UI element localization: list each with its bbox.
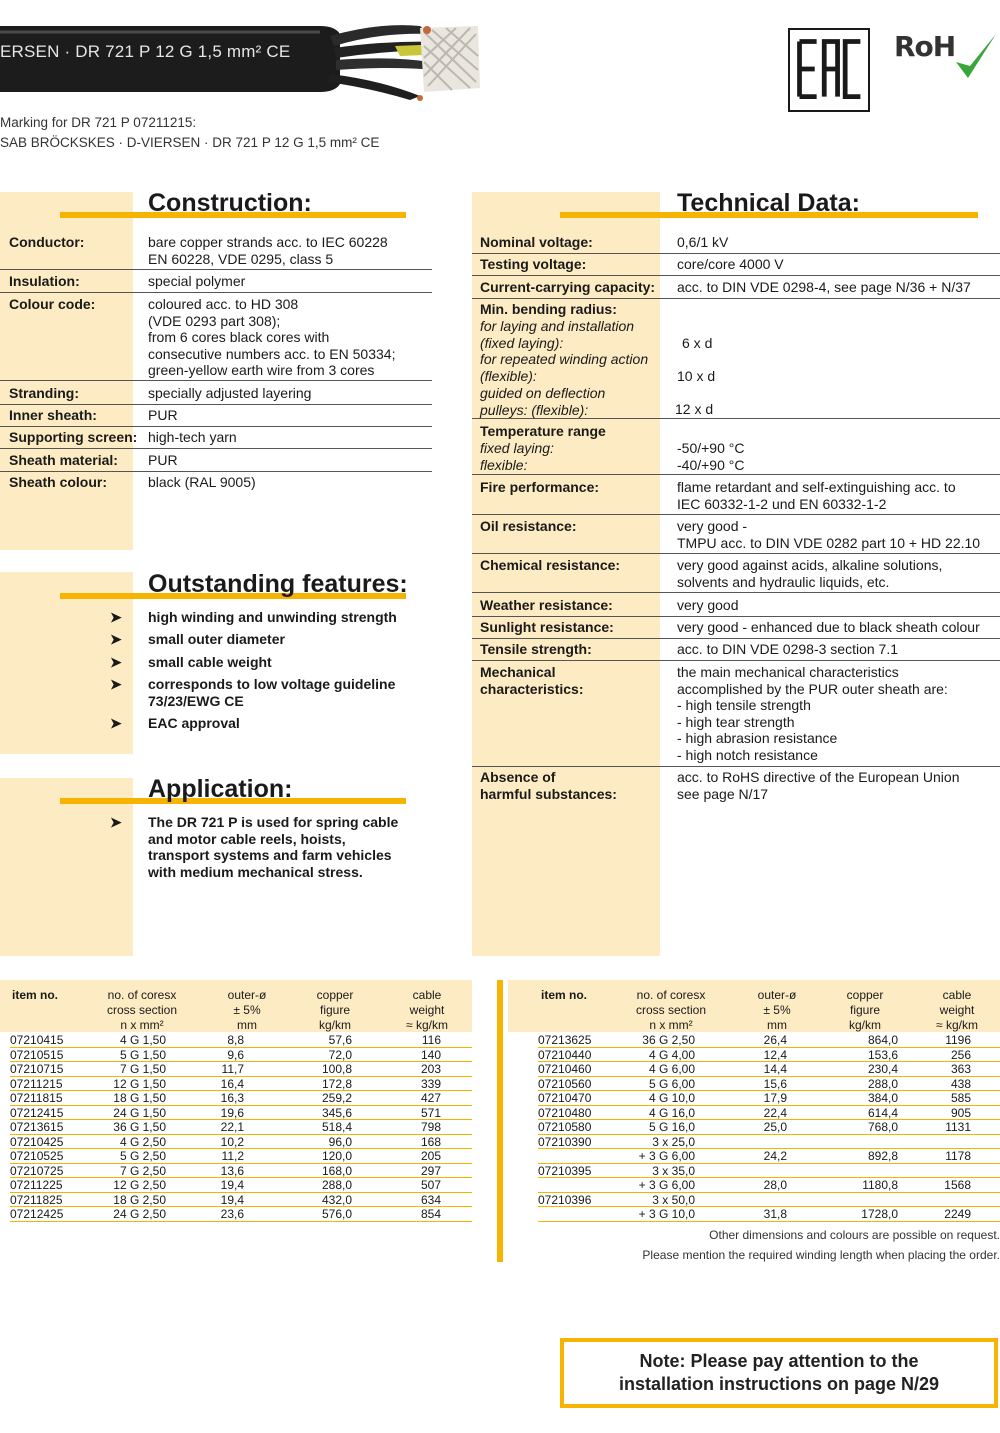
cell-cores: 12 G 2,50 [113,1178,166,1192]
technical-label: Current-carrying capacity: [480,279,656,295]
bending-val-fixed: 6 x d [682,335,713,351]
cell-weight: 427 [420,1091,441,1105]
col-copper: copper figure kg/km [846,988,884,1032]
cell-outer: 15,6 [763,1076,787,1091]
cell-outer: 25,0 [763,1120,787,1134]
feature-text: small cable weight [148,654,272,670]
table-divider [497,980,503,1262]
construction-label: Sheath material: [9,452,118,468]
cell-weight: 634 [420,1192,441,1207]
cell-weight: 1131 [945,1120,971,1134]
cell-outer: 10,2 [220,1134,244,1149]
technical-label: Temperature range [480,423,606,439]
technical-value: core/core 4000 V [677,256,784,272]
construction-value: high-tech yarn [148,429,237,445]
cell-weight: 905 [950,1105,971,1120]
cell-outer: 8,8 [227,1033,244,1047]
cell-outer: 31,8 [763,1207,787,1221]
cell-item-no: 07210515 [10,1047,64,1062]
cell-cores: 5 G 2,50 [119,1149,166,1163]
technical-label: Sunlight resistance: [480,619,614,635]
feature-text: high winding and unwinding strength [148,609,397,625]
arrow-bullet-icon: ➤ [110,814,122,830]
technical-row [472,256,1000,276]
cell-item-no: 07211825 [10,1192,63,1207]
table-row [538,1120,1000,1135]
bending-sub-fixed: for laying and installation (fixed laying): [480,318,635,351]
cell-copper: 1180,8 [862,1178,898,1192]
cell-copper: 153,6 [867,1047,898,1062]
cell-cores: + 3 G 6,00 [638,1178,695,1192]
cell-item-no: 07210525 [10,1149,64,1163]
cell-outer: 26,4 [763,1033,787,1047]
technical-row [472,518,1000,554]
application-item [110,814,398,880]
table-row [10,1120,472,1135]
table-row [10,1178,472,1193]
feature-item [110,654,272,671]
cell-cores: 5 G 6,00 [648,1076,695,1091]
cell-weight: 798 [420,1120,441,1134]
cell-cores: 4 G 6,00 [648,1062,695,1076]
cell-outer: 14,4 [763,1062,787,1076]
cell-weight: 297 [420,1163,441,1178]
cell-item-no: 07211215 [10,1076,63,1091]
cell-weight: 854 [420,1207,441,1221]
technical-row [472,769,1000,805]
cell-cores: 7 G 1,50 [119,1062,166,1076]
cell-weight: 116 [421,1033,441,1047]
cell-item-no: 07211225 [10,1178,63,1192]
table-row [538,1106,1000,1121]
table-row [10,1033,472,1048]
col-outer: outer-ø ± 5% mm [757,988,797,1032]
technical-value: very good [677,597,739,613]
technical-label: Oil resistance: [480,518,577,534]
arrow-bullet-icon: ➤ [110,609,122,625]
cell-outer: 16,4 [220,1076,244,1091]
cell-copper: 1728,0 [861,1207,898,1221]
technical-title: Technical Data: [677,189,860,217]
rohs-logo [890,28,1000,86]
technical-label: Weather resistance: [480,597,613,613]
technical-row [472,479,1000,515]
cell-copper: 259,2 [321,1091,352,1105]
construction-label: Stranding: [9,385,79,401]
cell-item-no: 07210395 [538,1163,592,1178]
col-cores: no. of coresx cross section n x mm² [106,988,178,1032]
cell-copper: 614,4 [867,1105,898,1120]
technical-label: Mechanical characteristics: [480,664,584,697]
cell-cores: 4 G 1,50 [119,1033,166,1047]
cell-cores: 3 x 25,0 [652,1134,695,1149]
cell-item-no: 07213615 [10,1120,64,1134]
cell-item-no: 07213625 [538,1033,592,1047]
cell-cores: 4 G 10,0 [648,1091,695,1105]
eac-mark-icon [790,30,868,110]
bending-val-pulleys: 12 x d [675,401,714,417]
col-item-no: item no. [12,988,59,1002]
technical-row [472,641,1000,661]
cell-copper: 892,8 [867,1149,898,1163]
technical-value: very good - TMPU acc. to DIN VDE 0282 part 10 + HD 22.10 [677,518,981,551]
cell-item-no: 07212415 [10,1105,64,1120]
cell-copper: 864,0 [867,1033,898,1047]
construction-value: PUR [148,407,178,423]
technical-row [472,557,1000,593]
cell-cores: 5 G 1,50 [119,1047,166,1062]
technical-row [472,234,1000,254]
cell-weight: 1196 [945,1033,971,1047]
bending-val-flexible: 10 x d [677,368,716,384]
temperature-sub: fixed laying: flexible: [480,440,554,473]
cell-copper: 576,0 [321,1207,352,1221]
technical-label: Nominal voltage: [480,234,593,250]
table-row [538,1164,1000,1179]
cell-cores: 12 G 1,50 [113,1076,166,1091]
cell-cores: 5 G 16,0 [648,1120,695,1134]
technical-row-bending [472,301,1000,419]
construction-value: coloured acc. to HD 308 (VDE 0293 part 308); from 6 cores black cores with consecutive numbers acc. to EN 50334; green-yellow earth wire from 3 cores [148,296,396,379]
arrow-bullet-icon: ➤ [110,676,122,692]
cell-outer: 23,6 [220,1207,244,1221]
feature-text: small outer diameter [148,631,285,647]
cell-copper: 345,6 [321,1105,352,1120]
feature-item [110,715,240,732]
table-row [538,1149,1000,1164]
technical-label: Testing voltage: [480,256,587,272]
technical-label: Min. bending radius: [480,301,617,317]
cell-cores: 7 G 2,50 [119,1163,166,1178]
cell-weight: 571 [420,1105,441,1120]
footnote-dimensions: Other dimensions and colours are possible on request. [709,1228,1000,1242]
cell-cores: 36 G 2,50 [642,1033,695,1047]
cell-copper: 100,8 [321,1062,352,1076]
cell-outer: 19,4 [220,1178,244,1192]
cell-cores: 36 G 1,50 [113,1120,166,1134]
cell-cores: + 3 G 10,0 [638,1207,695,1221]
col-item-no: item no. [541,988,588,1002]
construction-row [0,296,432,381]
cell-copper: 72,0 [328,1047,352,1062]
construction-row [0,273,432,293]
construction-label: Colour code: [9,296,96,312]
cell-copper: 168,0 [321,1163,352,1178]
cell-weight: 168 [420,1134,441,1149]
col-weight: cable weight ≈ kg/km [406,988,448,1032]
cell-cores: + 3 G 6,00 [638,1149,695,1163]
construction-label: Insulation: [9,273,80,289]
col-copper: copper figure kg/km [316,988,354,1032]
technical-label: Absence of harmful substances: [480,769,617,802]
cell-weight: 585 [950,1091,971,1105]
technical-value: flame retardant and self-extinguishing acc. to IEC 60332-1-2 und EN 60332-1-2 [677,479,956,512]
table-row [10,1207,472,1222]
table-row [10,1193,472,1208]
cell-outer: 16,3 [220,1091,244,1105]
cell-item-no: 07210725 [10,1163,64,1178]
cell-outer: 9,6 [227,1047,244,1062]
cell-cores: 24 G 1,50 [113,1105,166,1120]
technical-row [472,279,1000,299]
cell-weight: 140 [420,1047,441,1062]
construction-label: Sheath colour: [9,474,108,490]
technical-row [472,664,1000,767]
table-row [10,1106,472,1121]
cell-copper: 172,8 [321,1076,352,1091]
cell-outer: 12,4 [763,1047,787,1062]
col-outer: outer-ø ± 5% mm [227,988,267,1032]
cell-weight: 1568 [944,1178,971,1192]
cell-item-no: 07210580 [538,1120,592,1134]
construction-row [0,234,432,270]
cell-item-no: 07210415 [10,1033,64,1047]
rohs-logo-text: RoH [894,30,956,63]
technical-value: acc. to DIN VDE 0298-3 section 7.1 [677,641,898,657]
table-row [538,1062,1000,1077]
table-row [10,1077,472,1092]
construction-row [0,407,432,427]
construction-label: Supporting screen: [9,429,138,445]
cell-item-no: 07212425 [10,1207,64,1221]
cell-outer: 11,7 [221,1062,244,1076]
application-text: The DR 721 P is used for spring cable and motor cable reels, hoists, transport systems and farm vehicles with medium mechanical stress. [148,814,399,880]
technical-value: the main mechanical characteristics accomplished by the PUR outer sheath are: - high tensile strength - high tear strength - high abrasion resistance - high notch resistance [677,664,948,763]
cell-item-no: 07210560 [538,1076,592,1091]
table-row [538,1135,1000,1150]
cell-item-no: 07211815 [10,1091,63,1105]
cell-copper: 768,0 [867,1120,898,1134]
cell-weight: 363 [950,1062,971,1076]
construction-row [0,474,432,494]
feature-item [110,609,397,626]
cell-weight: 507 [420,1178,441,1192]
cell-copper: 384,0 [867,1091,898,1105]
marking-line-1: Marking for DR 721 P 07211215: [0,115,197,130]
cell-item-no: 07210460 [538,1062,592,1076]
technical-value: acc. to RoHS directive of the European Union see page N/17 [677,769,960,802]
cell-copper: 288,0 [321,1178,352,1192]
checkmark-icon [890,28,1000,86]
construction-label: Inner sheath: [9,407,97,423]
feature-text: EAC approval [148,715,240,731]
technical-value: acc. to DIN VDE 0298-4, see page N/36 + N/37 [677,279,971,295]
table-row [10,1048,472,1063]
feature-item [110,676,395,709]
cell-copper: 96,0 [328,1134,352,1149]
table-row [538,1033,1000,1048]
installation-note: Note: Please pay attention to the installation instructions on page N/29 [560,1338,998,1408]
cell-weight: 205 [420,1149,441,1163]
col-weight: cable weight ≈ kg/km [936,988,978,1032]
cell-copper: 230,4 [867,1062,898,1076]
arrow-bullet-icon: ➤ [110,715,122,731]
cable-photo [0,22,480,102]
construction-value: PUR [148,452,178,468]
cell-cores: 18 G 2,50 [113,1192,166,1207]
col-cores: no. of coresx cross section n x mm² [635,988,707,1032]
cell-outer: 17,9 [763,1091,787,1105]
technical-row-temperature [472,423,1000,475]
cell-copper: 288,0 [867,1076,898,1091]
table-row [538,1048,1000,1063]
cell-weight: 438 [950,1076,971,1091]
table-row [10,1164,472,1179]
technical-value: very good against acids, alkaline solutions, solvents and hydraulic liquids, etc. [677,557,943,590]
cell-item-no: 07210715 [10,1062,64,1076]
cell-item-no: 07210440 [538,1047,592,1062]
cell-item-no: 07210425 [10,1134,64,1149]
footnote-winding: Please mention the required winding length when placing the order. [642,1248,1000,1262]
eac-logo [788,28,870,112]
table-row [538,1091,1000,1106]
marking-text [0,113,379,153]
cell-copper: 120,0 [321,1149,352,1163]
technical-row [472,619,1000,639]
cell-cores: 4 G 2,50 [119,1134,166,1149]
cell-copper: 57,6 [328,1033,352,1047]
table-left-header [0,980,472,1032]
cell-item-no: 07210480 [538,1105,592,1120]
construction-value: bare copper strands acc. to IEC 60228 EN 60228, VDE 0295, class 5 [148,234,388,267]
technical-label: Chemical resistance: [480,557,621,573]
cell-weight: 203 [420,1062,441,1076]
table-row [538,1178,1000,1193]
table-row [10,1062,472,1077]
construction-title: Construction: [148,189,312,217]
arrow-bullet-icon: ➤ [110,631,122,647]
cell-weight: 339 [420,1076,441,1091]
cell-cores: 4 G 4,00 [648,1047,695,1062]
table-row [538,1077,1000,1092]
cell-weight: 256 [950,1047,971,1062]
cell-weight: 2249 [944,1207,971,1221]
marking-line-2: SAB BRÖCKSKES · D-VIERSEN · DR 721 P 12 G 1,5 mm² CE [0,135,380,150]
cell-outer: 28,0 [763,1178,787,1192]
construction-value: specially adjusted layering [148,385,312,401]
application-title: Application: [148,775,293,803]
construction-row [0,429,432,449]
table-row [10,1149,472,1164]
feature-item [110,631,285,648]
technical-label: Tensile strength: [480,641,592,657]
table-row [538,1193,1000,1208]
table-right-header [508,980,1000,1032]
cell-cores: 3 x 35,0 [652,1163,695,1178]
cell-copper: 432,0 [321,1192,352,1207]
cell-item-no: 07210396 [538,1192,592,1207]
cell-outer: 19,4 [220,1192,244,1207]
cell-weight: 1178 [945,1149,971,1163]
cell-copper: 518,4 [321,1120,352,1134]
temperature-val: -50/+90 °C -40/+90 °C [677,440,745,473]
technical-value: very good - enhanced due to black sheath colour [677,619,980,635]
cable-print-text: ERSEN · DR 721 P 12 G 1,5 mm² CE [0,42,291,61]
cell-outer: 13,6 [220,1163,244,1178]
table-row [10,1091,472,1106]
cell-outer: 19,6 [220,1105,244,1120]
cell-outer: 22,1 [220,1120,244,1134]
technical-label: Fire performance: [480,479,600,495]
cell-outer: 24,2 [763,1149,787,1163]
cell-cores: 4 G 16,0 [648,1105,695,1120]
bending-sub-pulleys: guided on deflection pulleys: (flexible): [480,385,606,418]
cell-cores: 3 x 50,0 [652,1192,695,1207]
construction-value: special polymer [148,273,246,289]
construction-label: Conductor: [9,234,85,250]
technical-row [472,597,1000,617]
construction-value: black (RAL 9005) [148,474,256,490]
table-row [538,1207,1000,1222]
cell-cores: 24 G 2,50 [113,1207,166,1221]
arrow-bullet-icon: ➤ [110,654,122,670]
cell-outer: 11,2 [221,1149,244,1163]
feature-text: corresponds to low voltage guideline 73/23/EWG CE [148,676,396,709]
cell-cores: 18 G 1,50 [113,1091,166,1105]
construction-row [0,385,432,405]
cell-item-no: 07210390 [538,1134,592,1149]
construction-row [0,452,432,472]
cell-outer: 22,4 [763,1105,787,1120]
cell-item-no: 07210470 [538,1091,592,1105]
table-row [10,1135,472,1150]
technical-value: 0,6/1 kV [677,234,729,250]
bending-sub-flexible: for repeated winding action (flexible): [480,351,649,384]
features-title: Outstanding features: [148,570,408,598]
